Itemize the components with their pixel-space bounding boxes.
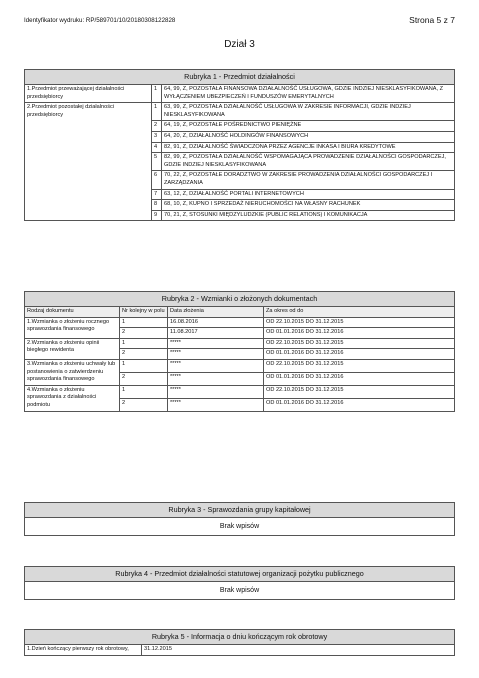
activity-nr: 1 [152,103,162,121]
document-period: OD 22.10.2015 DO 31.12.2015 [264,385,455,398]
document-date: 16.08.2016 [168,317,264,328]
document-date: ***** [168,385,264,398]
activity-nr: 3 [152,131,162,142]
document-nr: 1 [120,385,168,398]
rubryka-1-table [24,69,455,221]
activity-text: 64, 19, Z, POZOSTAŁE POŚREDNICTWO PIENIĘŻNE [162,121,455,132]
rubryka-4-title: Rubryka 4 - Przedmiot działalności statutowej organizacji pożytku publicznego [25,567,455,582]
rubryka-2-table [24,291,455,412]
activity-nr: 6 [152,171,162,189]
rubryka-1-title: Rubryka 1 - Przedmiot działalności [25,70,455,85]
activity-text: 70, 21, Z, STOSUNKI MIĘDZYLUDZKIE (PUBLIC RELATIONS) I KOMUNIKACJA [162,210,455,221]
rubryka-4-value: Brak wpisów [25,582,455,600]
document-nr: 2 [120,349,168,360]
activity-text: 63, 12, Z, DZIAŁALNOŚĆ PORTALI INTERNETOWYCH [162,189,455,200]
document-period: OD 22.10.2015 DO 31.12.2015 [264,317,455,328]
activity-nr: 8 [152,200,162,211]
page-number: Strona 5 z 7 [409,15,455,25]
activity-nr: 9 [152,210,162,221]
document-nr: 2 [120,398,168,411]
rubryka-5-label: 1.Dzień kończący pierwszy rok obrotowy, [25,645,142,656]
document-period: OD 01.01.2016 DO 31.12.2016 [264,349,455,360]
activity-text: 64, 99, Z, POZOSTAŁA FINANSOWA DZIAŁALNOŚĆ USŁUGOWA, GDZIE INDZIEJ NIESKLASYFIKOWANA, Z WYŁĄCZENIEM UBEZPIECZEŃ I FUNDUSZÓW EMERYTALNYCH [162,85,455,103]
print-identifier: Identyfikator wydruku: RP/589701/10/20180308122828 [24,17,176,24]
document-period: OD 01.01.2016 DO 31.12.2016 [264,328,455,339]
document-date: ***** [168,372,264,385]
col-header-nr: Nr kolejny w polu [120,307,168,318]
table-row [25,317,455,328]
document-date: ***** [168,359,264,372]
activity-label: 2.Przedmiot pozostałej działalności przedsiębiorcy [25,103,152,221]
rubryka-5-table [24,629,455,656]
rubryka-5-value: 31.12.2015 [142,645,455,656]
activity-text: 70, 22, Z, POZOSTAŁE DORADZTWO W ZAKRESIE PROWADZENIA DZIAŁALNOŚCI GOSPODARCZEJ I ZARZĄDZANIA [162,171,455,189]
activity-text: 82, 91, Z, DZIAŁALNOŚĆ ŚWIADCZONA PRZEZ AGENCJE INKASA I BIURA KREDYTOWE [162,142,455,153]
activity-nr: 4 [152,142,162,153]
document-type: 4.Wzmianka o złożeniu sprawozdania z działalności podmiotu [25,385,120,411]
activity-text: 63, 99, Z, POZOSTAŁA DZIAŁALNOŚĆ USŁUGOWA W ZAKRESIE INFORMACJI, GDZIE INDZIEJ NIESKLASYFIKOWANA [162,103,455,121]
document-period: OD 01.01.2016 DO 31.12.2016 [264,398,455,411]
col-header-date: Data złożenia [168,307,264,318]
activity-nr: 2 [152,121,162,132]
col-header-period: Za okres od do [264,307,455,318]
col-header-type: Rodzaj dokumentu [25,307,120,318]
activity-label: 1.Przedmiot przeważającej działalności przedsiębiorcy [25,85,152,103]
rubryka-1-body [25,85,455,221]
section-title: Dział 3 [224,39,255,50]
document-nr: 1 [120,317,168,328]
activity-text: 64, 20, Z, DZIAŁALNOŚĆ HOLDINGÓW FINANSOWYCH [162,131,455,142]
table-row [25,385,455,398]
rubryka-3-title: Rubryka 3 - Sprawozdania grupy kapitałowej [25,503,455,518]
activity-nr: 1 [152,85,162,103]
document-type: 1.Wzmianka o złożeniu rocznego sprawozdania finansowego [25,317,120,338]
table-row [25,103,455,121]
document-date: ***** [168,398,264,411]
document-period: OD 01.01.2016 DO 31.12.2016 [264,372,455,385]
document-date: 11.08.2017 [168,328,264,339]
document-nr: 2 [120,372,168,385]
rubryka-3-table [24,502,455,536]
document-nr: 1 [120,359,168,372]
activity-text: 82, 99, Z, POZOSTAŁA DZIAŁALNOŚĆ WSPOMAGAJĄCA PROWADZENIE DZIAŁALNOŚCI GOSPODARCZEJ, GDZIE INDZIEJ NIESKLASYFIKOWANA [162,153,455,171]
document-type: 3.Wzmianka o złożeniu uchwały lub postanowienia o zatwierdzeniu sprawozdania finansowego [25,359,120,385]
activity-text: 68, 10, Z, KUPNO I SPRZEDAŻ NIERUCHOMOŚCI NA WŁASNY RACHUNEK [162,200,455,211]
table-row [25,338,455,349]
rubryka-2-title: Rubryka 2 - Wzmianki o złożonych dokumentach [25,292,455,307]
document-date: ***** [168,338,264,349]
document-date: ***** [168,349,264,360]
document-period: OD 22.10.2015 DO 31.12.2015 [264,359,455,372]
table-row [25,359,455,372]
activity-nr: 5 [152,153,162,171]
document-nr: 2 [120,328,168,339]
document-period: OD 22.10.2015 DO 31.12.2015 [264,338,455,349]
rubryka-3-value: Brak wpisów [25,518,455,536]
rubryka-5-title: Rubryka 5 - Informacja o dniu kończącym rok obrotowy [25,630,455,645]
rubryka-2-header-row [25,307,455,318]
document-type: 2.Wzmianka o złożeniu opinii biegłego rewidenta [25,338,120,359]
rubryka-4-table [24,566,455,600]
table-row [25,85,455,103]
document-nr: 1 [120,338,168,349]
rubryka-2-body [25,317,455,411]
activity-nr: 7 [152,189,162,200]
